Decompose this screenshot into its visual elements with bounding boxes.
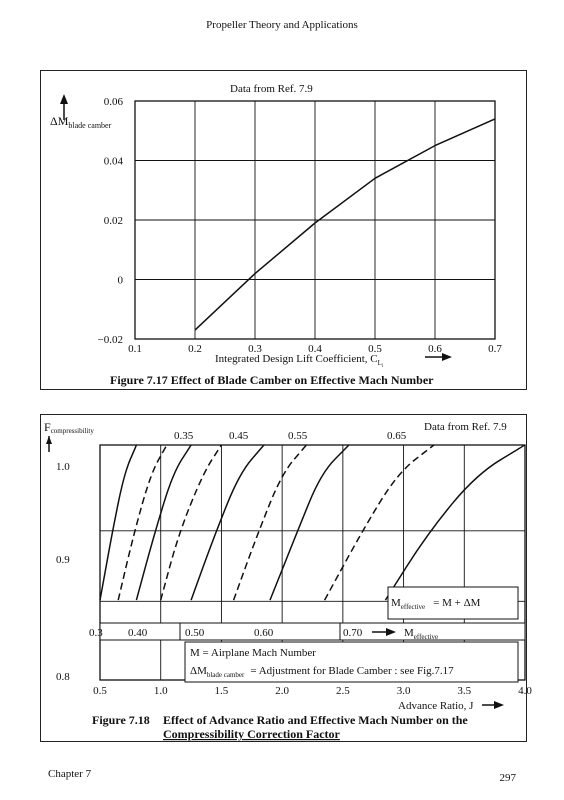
x-tick-label: 0.2 (188, 343, 202, 355)
x-tick-label: 4.0 (518, 685, 532, 697)
figure-717-caption: Figure 7.17 Effect of Blade Camber on Effective Mach Number (110, 373, 434, 387)
figure-717-y-arrowhead (60, 94, 68, 104)
x-tick-label: 0.5 (93, 685, 107, 697)
definition-dm: $\Delta M_{blade camber}$ = Adjustment for Blade Camber : see Fig.7.17 (190, 665, 454, 679)
figure-718-curves (100, 445, 525, 600)
definition-m: M = Airplane Mach Number (190, 647, 316, 659)
y-tick-label: −0.02 (97, 334, 123, 346)
bottom-mach-label: 0.40 (128, 627, 148, 639)
top-mach-label: 0.35 (174, 430, 194, 442)
mach-curve (161, 445, 222, 600)
x-tick-label: 0.5 (368, 343, 382, 355)
x-tick-label: 3.5 (457, 685, 472, 697)
figure-718-ylabel: Fcompressibility (44, 420, 94, 435)
y-tick-label: 0.04 (103, 155, 123, 168)
figure-718-caption-line1: Effect of Advance Ratio and Effective Mach Number on the (163, 713, 468, 727)
figure-717-ylabel: $\Delta M_{blade camber}$ (50, 114, 112, 130)
figure-717-tick-labels (98, 96, 503, 355)
footer-chapter: Chapter 7 (48, 768, 92, 780)
bottom-meff: $M_{effective}$ (404, 627, 439, 641)
bottom-mach-label: 0.60 (254, 627, 274, 639)
figure-717-note: Data from Ref. 7.9 (230, 83, 313, 95)
figure-718-chart (0, 400, 564, 750)
figure-718-x-arrowhead (494, 701, 504, 709)
figure-717-xlabel: Integrated Design Lift Coefficient, $C_Li$ (215, 353, 384, 369)
y-tick-label: 0.8 (56, 671, 70, 683)
y-tick-label: 1.0 (56, 461, 70, 473)
bottom-mach-strip (100, 623, 525, 640)
figure-717-grid (135, 101, 495, 339)
x-tick-label: 0.7 (488, 343, 502, 355)
y-tick-label: 0.06 (103, 96, 123, 108)
figure-717-x-arrowhead (442, 353, 452, 361)
figure-718-note: Data from Ref. 7.9 (424, 421, 507, 433)
footer-page-number: 297 (499, 772, 516, 784)
bottom-mach-label: 0.70 (343, 627, 363, 639)
bottom-mach-label: 0.50 (185, 627, 205, 639)
y-tick-label: 0.9 (56, 554, 70, 566)
bottom-prefix: 0.3 (89, 627, 103, 639)
top-mach-label: 0.65 (387, 430, 407, 442)
meff-legend-text: $M_{effective} = M + \Delta M$ (391, 597, 481, 611)
top-mach-label: 0.55 (288, 430, 308, 442)
y-tick-label: 0 (117, 274, 123, 287)
x-tick-label: 0.4 (308, 343, 322, 355)
x-tick-label: 3.0 (396, 685, 411, 697)
figure-718-y-arrowhead (46, 436, 52, 444)
top-mach-label: 0.45 (229, 430, 249, 442)
x-tick-label: 0.3 (248, 343, 262, 355)
figure-717-curve (195, 119, 495, 330)
x-tick-label: 0.6 (428, 343, 442, 355)
x-tick-label: 0.1 (128, 343, 142, 355)
mach-curve (191, 445, 264, 600)
figure-718-caption-line2: Compressibility Correction Factor (163, 727, 340, 741)
figure-718-xlabel: Advance Ratio, J (398, 700, 474, 712)
x-tick-label: 2.5 (335, 685, 350, 697)
y-tick-label: 0.02 (103, 215, 123, 227)
x-tick-label: 1.0 (153, 685, 168, 697)
camber-curve (195, 119, 495, 330)
x-tick-label: 2.0 (275, 685, 290, 697)
x-tick-label: 1.5 (214, 685, 229, 697)
page-header: Propeller Theory and Applications (206, 19, 358, 31)
mach-curve (100, 445, 136, 600)
mach-curve (325, 445, 434, 600)
figure-718-caption-num: Figure 7.18 (92, 713, 150, 727)
